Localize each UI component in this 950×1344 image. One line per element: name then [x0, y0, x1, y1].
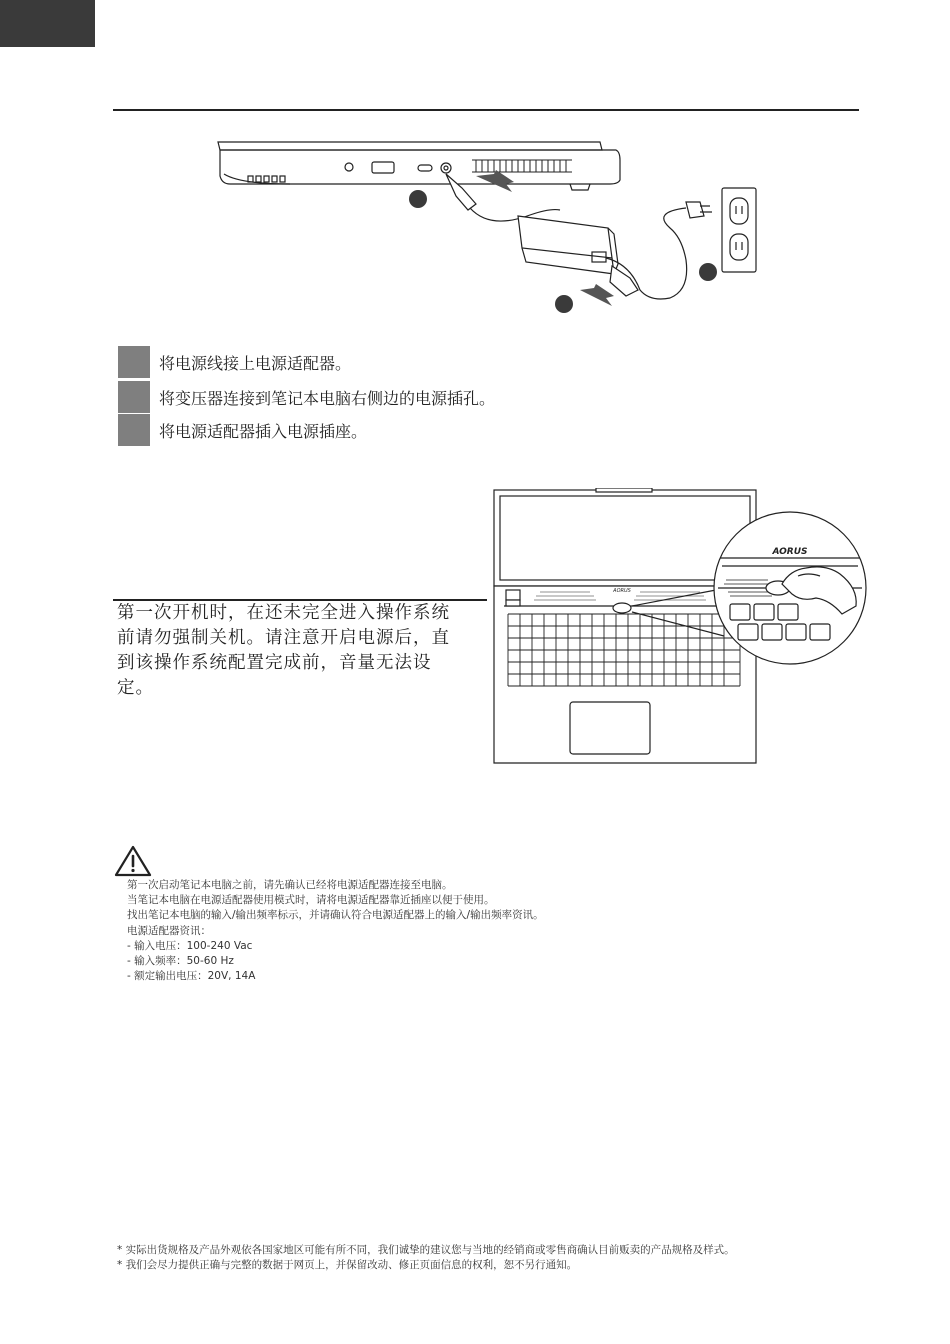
power-connection-diagram [200, 130, 800, 320]
step-2-badge [118, 381, 150, 413]
step-1 [118, 346, 638, 378]
warning-triangle-icon [114, 845, 152, 877]
warning-list [127, 878, 544, 984]
laptop-brand-zoom: AORUS [772, 547, 808, 557]
power-on-note: 第一次开机时，在还未完全进入操作系统前请勿强制关机。请注意开启电源后，直到该操作系统配置完成前，音量无法设定。 [117, 603, 450, 698]
step-3-badge [118, 414, 150, 446]
step-marker-2 [555, 295, 573, 313]
step-1-badge [118, 346, 150, 378]
corner-tab [0, 0, 95, 47]
footnote: * 我们会尽力提供正确与完整的数据于网页上，并保留改动、修正页面信息的权利，恕不另行通知。 [117, 1259, 578, 1271]
step-marker-1 [409, 190, 427, 208]
warning-line: 找出笔记本电脑的输入/输出频率标示，并请确认符合电源适配器上的输入/输出频率资讯。 [127, 909, 544, 922]
spec-line: - 输入电压：100-240 Vac [127, 939, 253, 952]
step-2-text: 将变压器连接到笔记本电脑右侧边的电源插孔。 [159, 389, 496, 408]
spec-line: - 输入频率：50-60 Hz [127, 955, 234, 968]
footnotes [117, 1243, 735, 1273]
spec-line: - 额定输出电压：20V, 14A [127, 970, 256, 983]
warning-line: 电源适配器资讯： [127, 924, 211, 937]
top-divider [113, 109, 859, 111]
power-button-diagram [490, 488, 880, 768]
laptop-brand-screen: AORUS [613, 588, 631, 594]
footnote: * 实际出货规格及产品外观依各国家地区可能有所不同，我们诚挚的建议您与当地的经销商或零售商确认目前贩卖的产品规格及样式。 [117, 1244, 735, 1256]
step-marker-3 [699, 263, 717, 281]
step-1-text: 将电源线接上电源适配器。 [159, 354, 352, 373]
step-2 [118, 381, 638, 413]
warning-line: 第一次启动笔记本电脑之前，请先确认已经将电源适配器连接至电脑。 [127, 879, 453, 891]
step-3-text: 将电源适配器插入电源插座。 [159, 422, 368, 441]
warning-line: 当笔记本电脑在电源适配器使用模式时，请将电源适配器靠近插座以便于使用。 [127, 894, 495, 907]
step-3 [118, 414, 638, 446]
